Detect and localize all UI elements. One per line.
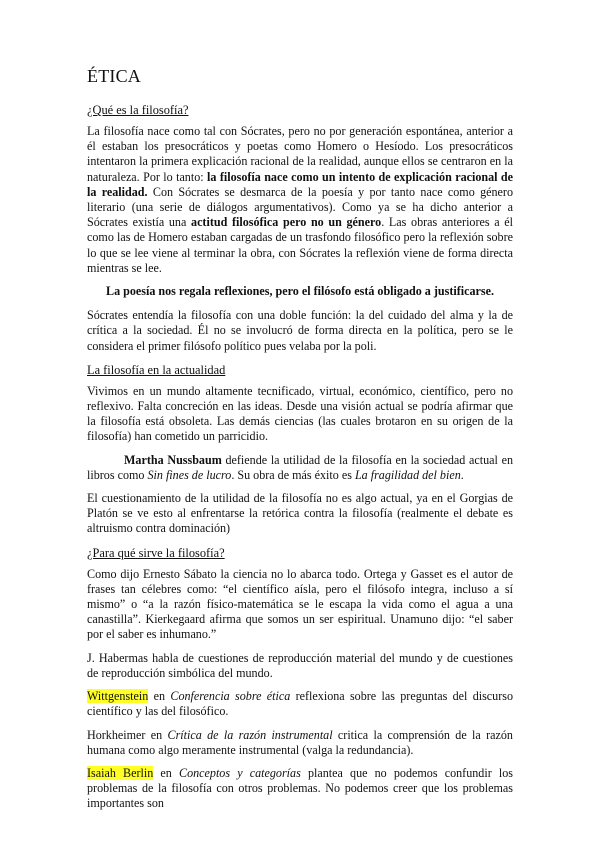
section-heading-para-que: ¿Para qué sirve la filosofía?: [87, 545, 225, 560]
paragraph-sabato: Como dijo Ernesto Sábato la ciencia no lo abarca todo. Ortega y Gasset es el autor de frases tan célebres como: “el científico aísla, pero el filósofo integra, incluso a sí mismo” o “a la razón físico-matemática se le escapa la vida como el agua a una canastilla”. Kierkegaard afirma que somos un ser espiritual. Unamuno dijo: “el saber por el saber es inhumano.”: [87, 566, 513, 642]
highlight-wittgenstein: Wittgenstein: [87, 689, 149, 704]
section-heading-actualidad: La filosofía en la actualidad: [87, 362, 226, 377]
page-title: ÉTICA: [87, 66, 141, 86]
paragraph-actualidad: Vivimos en un mundo altamente tecnificado, virtual, económico, científico, pero no reflexivo. Falta concreción en las ideas. Desde una visión actual se podría afirmar que la filosofía está obsoleta. Las demás ciencias (las cuales brotaron en su origen de la filosofía) han cometido un parricidio.: [87, 383, 513, 444]
highlight-berlin: Isaiah Berlin: [87, 765, 154, 780]
paragraph-wittgenstein: Wittgenstein en Conferencia sobre ética reflexiona sobre las preguntas del discurso científico y las del filosófico.: [87, 689, 514, 719]
paragraph-gorgias: El cuestionamiento de la utilidad de la filosofía no es algo actual, ya en el Gorgias de Platón se ve esto al enfrentarse la retórica contra la filosofía (realmente el debate es altruismo contra dominación): [87, 491, 513, 536]
paragraph-socrates: Sócrates entendía la filosofía con una doble función: la del cuidado del alma y la de crítica a la sociedad. Él no se involucró de forma directa en la política, pero se le considera el primer filósofo político pues velaba por la poli.: [87, 308, 513, 353]
section-heading-que-es: ¿Qué es la filosofía?: [87, 103, 189, 117]
paragraph-habermas: J. Habermas habla de cuestiones de reproducción material del mundo y de cuestiones de reproducción simbólica del mundo.: [87, 650, 513, 680]
paragraph-nussbaum: Martha Nussbaum defiende la utilidad de la filosofía en la sociedad actual en libros como Sin fines de lucro. Su obra de más éxito es La fragilidad del bien.: [87, 452, 513, 482]
quote: La poesía nos regala reflexiones, pero el filósofo está obligado a justificarse.: [106, 284, 494, 299]
paragraph-horkheimer: Horkheimer en Crítica de la razón instrumental critica la comprensión de la razón humana como algo meramente instrumental (valga la redundancia).: [87, 727, 513, 757]
paragraph-origin: La filosofía nace como tal con Sócrates, pero no por generación espontánea, anterior a él estaban los presocráticos y poetas como Homero o Hesíodo. Los presocráticos intentaron la primera explicación racional de la realidad, aunque ellos se centraron en la naturaleza. Por lo tanto: la filosofía nace como un intento de explicación racional de la realidad. Con Sócrates se desmarca de la poesía y por tanto nace como género literario (una serie de diálogos argumentativos). Como ya se ha dicho anterior a Sócrates existía una actitud filosófica pero no un género. Las obras anteriores a él como las de Homero estaban cargadas de un trasfondo filosófico pero la reflexión sobre lo que se lee viene al terminar la obra, con Sócrates la reflexión viene de forma directa mientras se lee.: [87, 124, 514, 275]
paragraph-berlin: Isaiah Berlin en Conceptos y categorías plantea que no podemos confundir los problemas de la filosofía con otros problemas. No podemos creer que los problemas importantes son: [87, 765, 513, 811]
